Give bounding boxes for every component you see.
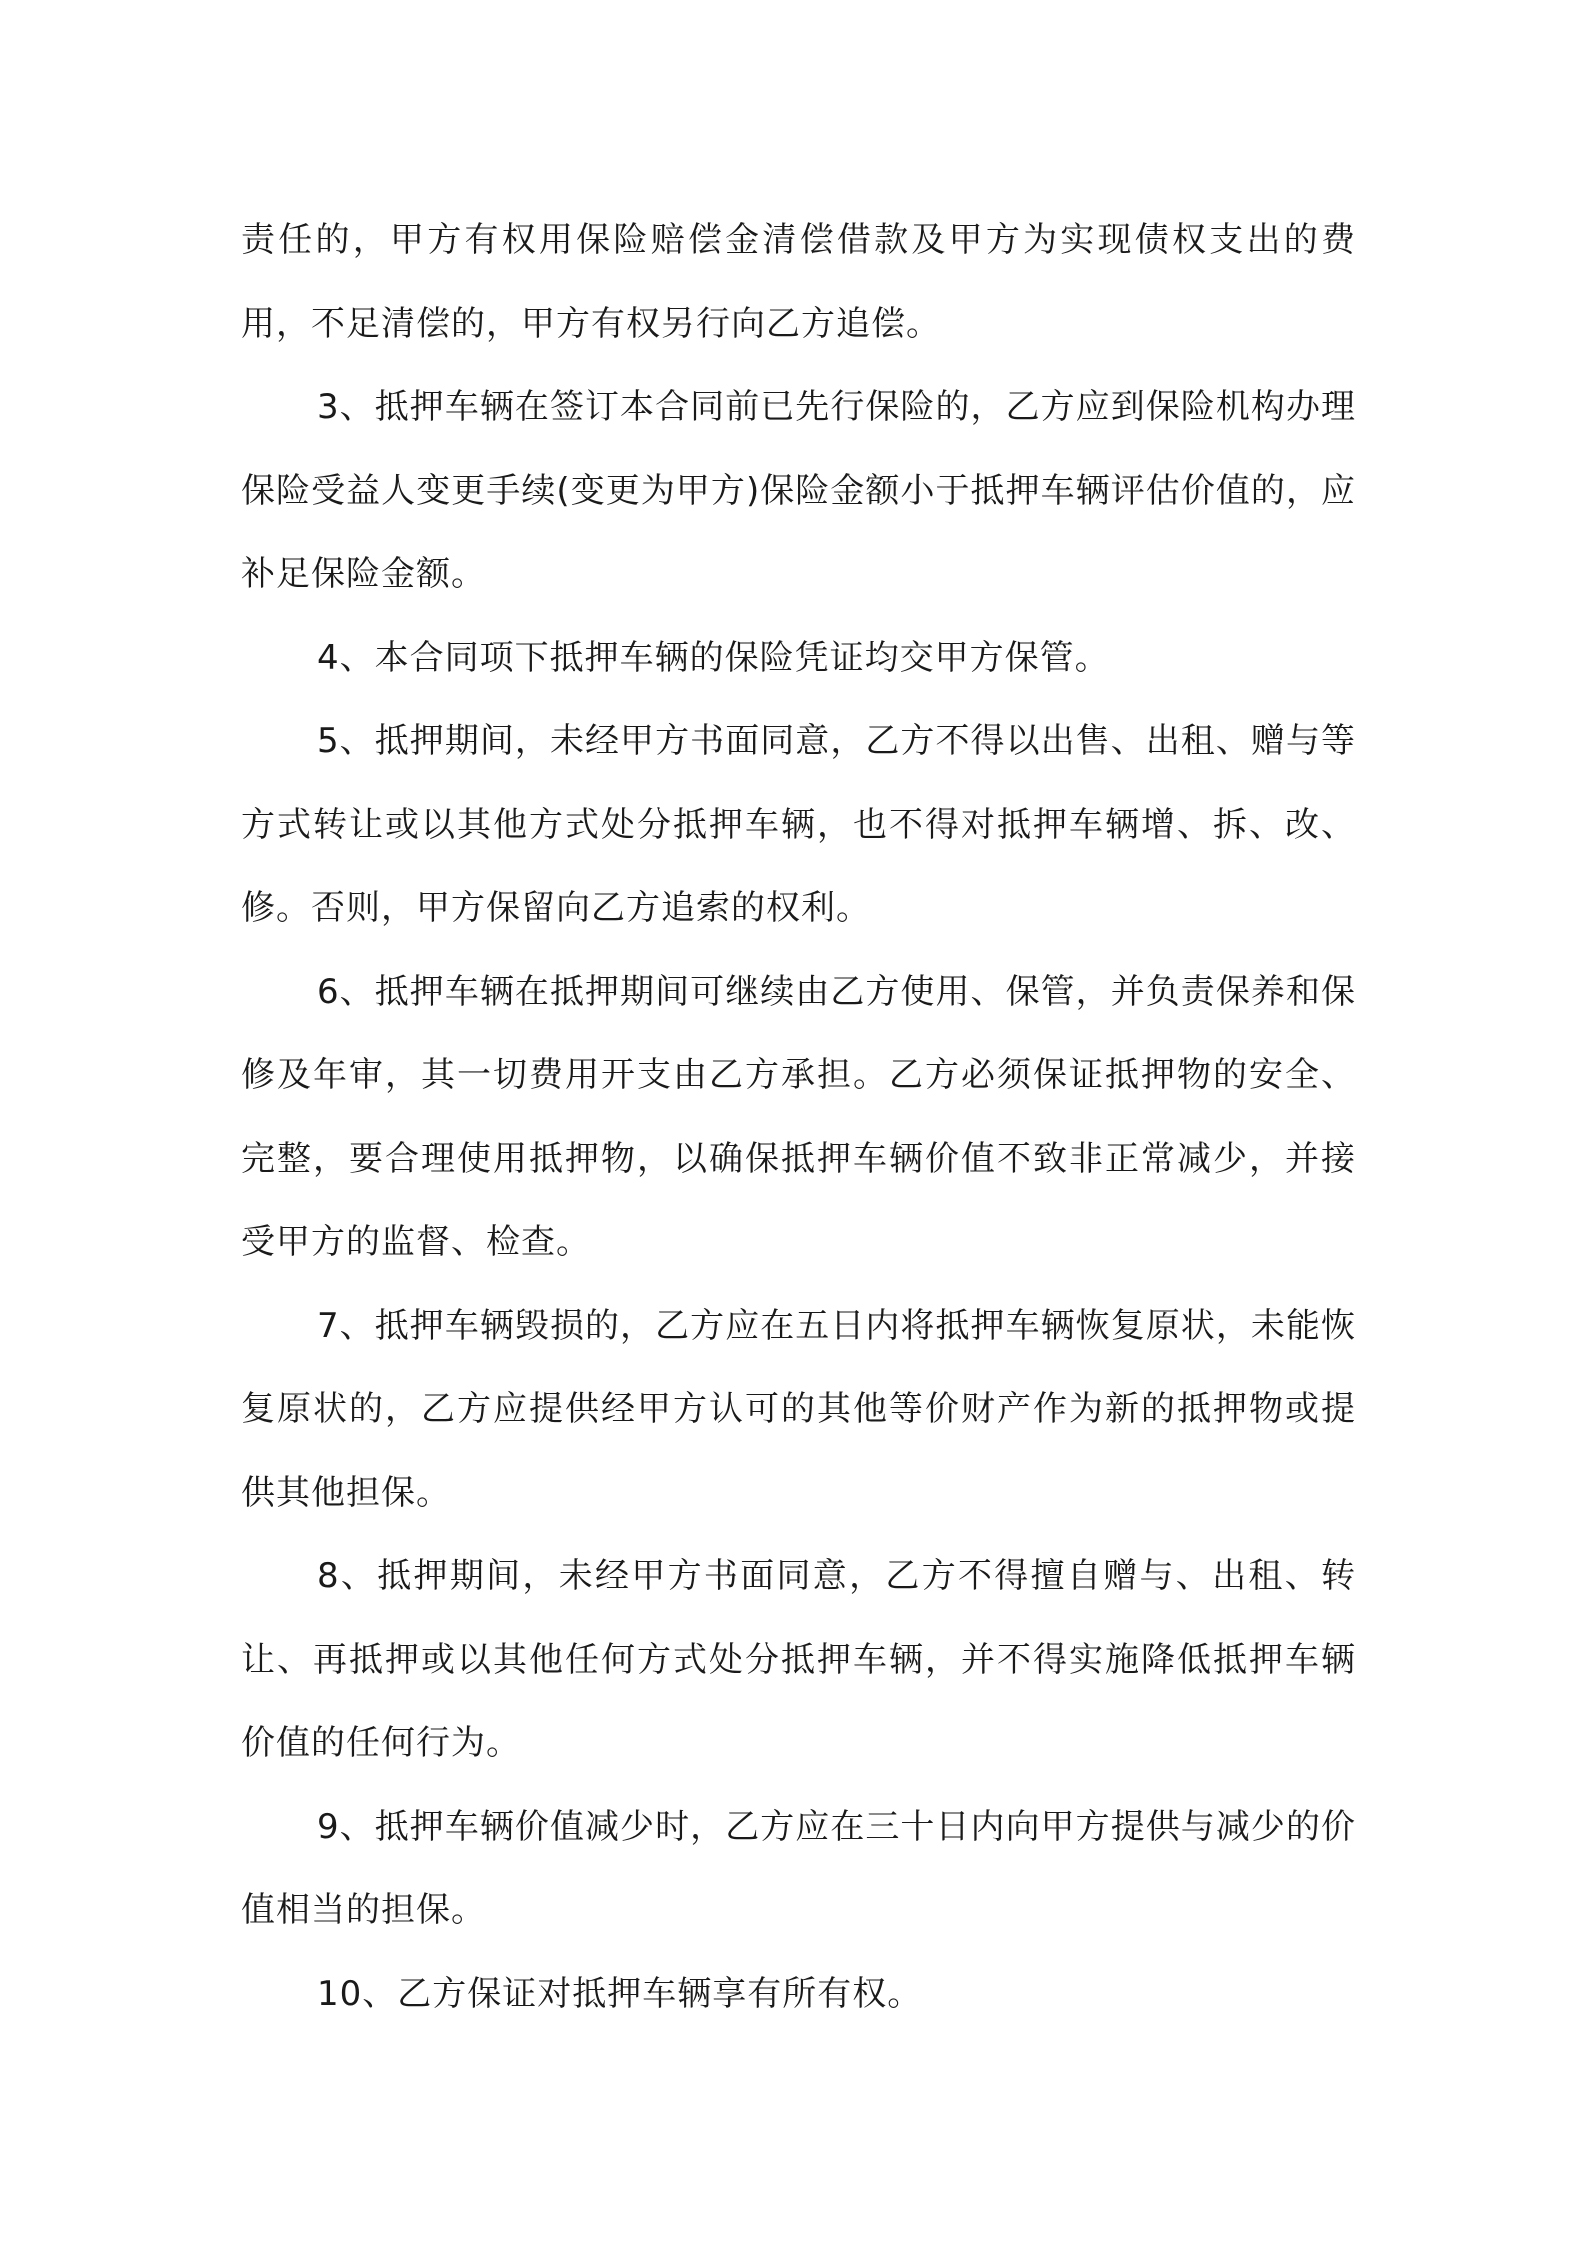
paragraph-clause-6: 6、抵押车辆在抵押期间可继续由乙方使用、保管，并负责保养和保修及年审，其一切费用开支由乙方承担。乙方必须保证抵押物的安全、完整，要合理使用抵押物，以确保抵押车辆价值不致非正常减少，并接受甲方的监督、检查。 (241, 971, 1356, 1262)
paragraph-clause-4: 4、本合同项下抵押车辆的保险凭证均交甲方保管。 (317, 637, 1110, 678)
paragraph-clause-5: 5、抵押期间，未经甲方书面同意，乙方不得以出售、出租、赠与等方式转让或以其他方式处分抵押车辆，也不得对抵押车辆增、拆、改、修。否则，甲方保留向乙方追索的权利。 (241, 721, 1356, 928)
paragraph-clause-7: 7、抵押车辆毁损的，乙方应在五日内将抵押车辆恢复原状，未能恢复原状的，乙方应提供经甲方认可的其他等价财产作为新的抵押物或提供其他担保。 (241, 1305, 1356, 1513)
paragraph-clause-9: 9、抵押车辆价值减少时，乙方应在三十日内向甲方提供与减少的价值相当的担保。 (241, 1806, 1356, 1930)
paragraph-clause-3: 3、抵押车辆在签订本合同前已先行保险的，乙方应到保险机构办理保险受益人变更手续(变更为甲方)保险金额小于抵押车辆评估价值的，应补足保险金额。 (241, 387, 1356, 594)
document-body (241, 199, 1356, 2036)
paragraph-continuation: 责任的，甲方有权用保险赔偿金清偿借款及甲方为实现债权支出的费用，不足清偿的，甲方有权另行向乙方追偿。 (241, 220, 1356, 344)
paragraph-clause-8: 8、抵押期间，未经甲方书面同意，乙方不得擅自赠与、出租、转让、再抵押或以其他任何方式处分抵押车辆，并不得实施降低抵押车辆价值的任何行为。 (241, 1556, 1356, 1763)
paragraph-clause-10: 10、乙方保证对抵押车辆享有所有权。 (317, 1973, 923, 2014)
